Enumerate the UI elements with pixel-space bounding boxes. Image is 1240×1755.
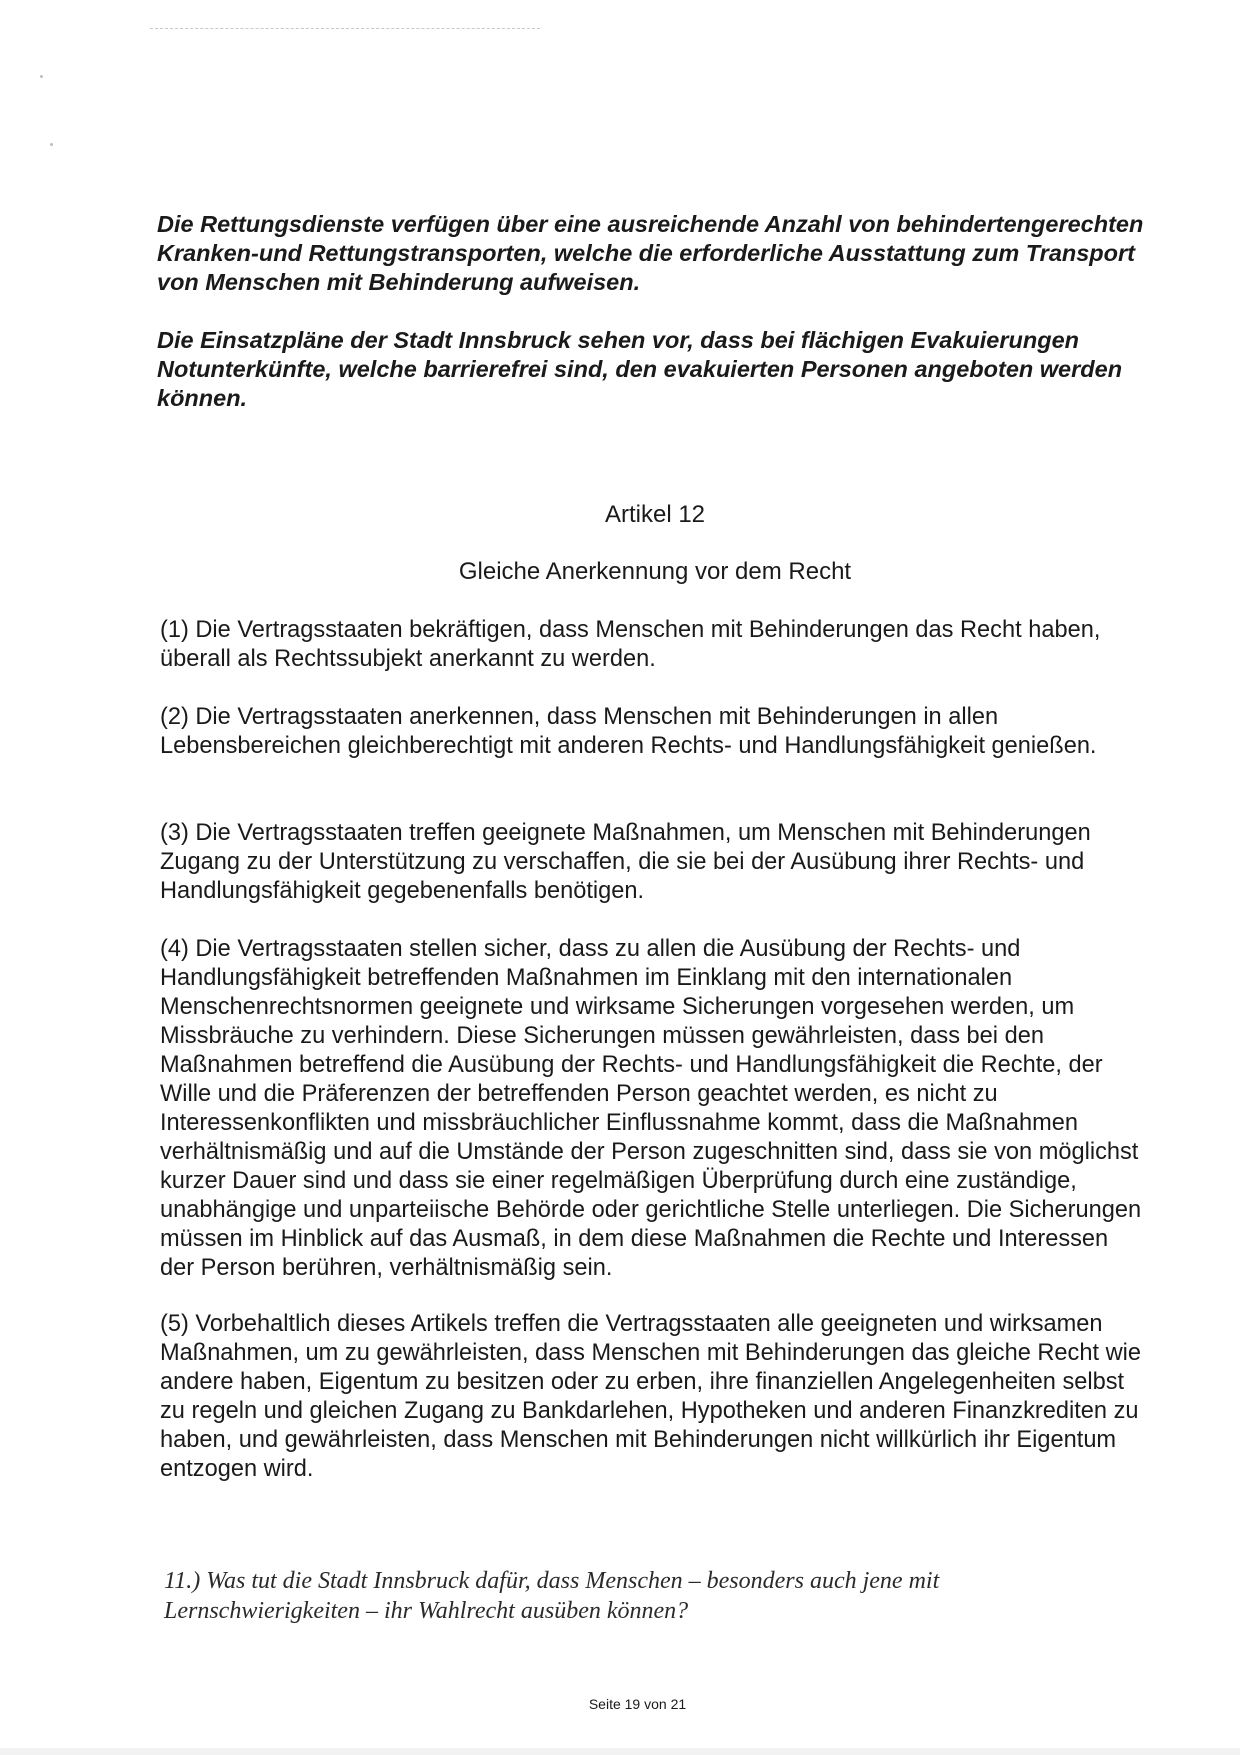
article-title: Gleiche Anerkennung vor dem Recht xyxy=(458,558,852,585)
article-paragraph-3: (3) Die Vertragsstaaten treffen geeignete Maßnahmen, um Menschen mit Behinderungen Zugang zu der Unterstützung zu verschaffen, die sie bei der Ausübung ihrer Rechts- und Handlungsfähigkeit gegebenenfalls benötigen. xyxy=(160,820,1091,904)
page-number: Seite 19 von 21 xyxy=(588,1696,687,1712)
scan-artifact-line xyxy=(150,28,540,29)
answer-paragraph-1: Die Rettungsdienste verfügen über eine ausreichende Anzahl von behindertengerechten Kranken-und Rettungstransporten, welche die erforderliche Ausstattung zum Transport von Menschen mit Behinderung aufweisen. xyxy=(157,211,1144,295)
article-paragraph-4: (4) Die Vertragsstaaten stellen sicher, dass zu allen die Ausübung der Rechts- und Handlungsfähigkeit betreffenden Maßnahmen im Einklang mit den internationalen Menschenrechtsnormen geeignete und wirksame Sicherungen vorgesehen werden, um Missbräuche zu verhindern. Diese Sicherungen müssen gewährleisten, dass bei den Maßnahmen betreffend die Ausübung der Rechts- und Handlungsfähigkeit die Rechte, der Wille und die Präferenzen der betreffenden Person geachtet werden, es nicht zu Interessenkonflikten und missbräuchlicher Einflussnahme kommt, dass die Maßnahmen verhältnismäßig und auf die Umstände der Person zugeschnitten sind, dass sie von möglichst kurzer Dauer sind und dass sie einer regelmäßigen Überprüfung durch eine zuständige, unabhängige und unparteiische Behörde oder gerichtliche Stelle unterliegen. Die Sicherungen müssen im Hinblick auf das Ausmaß, in dem diese Maßnahmen die Rechte und Interessen der Person berühren, verhältnismäßig sein. xyxy=(160,936,1142,1281)
article-paragraph-5: (5) Vorbehaltlich dieses Artikels treffen die Vertragsstaaten alle geeigneten und wirksamen Maßnahmen, um zu gewährleisten, dass Menschen mit Behinderungen das gleiche Recht wie andere haben, Eigentum zu besitzen oder zu erben, ihre finanziellen Angelegenheiten selbst zu regeln und gleichen Zugang zu Bankdarlehen, Hypotheken und anderen Finanzkrediten zu haben, und gewährleisten, dass Menschen mit Behinderungen nicht willkürlich ihr Eigentum entzogen wird. xyxy=(160,1311,1141,1482)
scan-bottom-edge xyxy=(0,1748,1240,1755)
article-number: Artikel 12 xyxy=(604,501,706,528)
scan-speck xyxy=(40,75,43,78)
question-11: 11.) Was tut die Stadt Innsbruck dafür, dass Menschen – besonders auch jene mit Lernschwierigkeiten – ihr Wahlrecht ausüben können? xyxy=(164,1568,940,1624)
article-paragraph-1: (1) Die Vertragsstaaten bekräftigen, dass Menschen mit Behinderungen das Recht haben, überall als Rechtssubjekt anerkannt zu werden. xyxy=(160,617,1101,672)
article-paragraph-2: (2) Die Vertragsstaaten anerkennen, dass Menschen mit Behinderungen in allen Lebensbereichen gleichberechtigt mit anderen Rechts- und Handlungsfähigkeit genießen. xyxy=(160,704,1097,759)
answer-paragraph-2: Die Einsatzpläne der Stadt Innsbruck sehen vor, dass bei flächigen Evakuierungen Notunterkünfte, welche barrierefrei sind, den evakuierten Personen angeboten werden können. xyxy=(157,327,1123,411)
scan-speck xyxy=(50,143,53,146)
